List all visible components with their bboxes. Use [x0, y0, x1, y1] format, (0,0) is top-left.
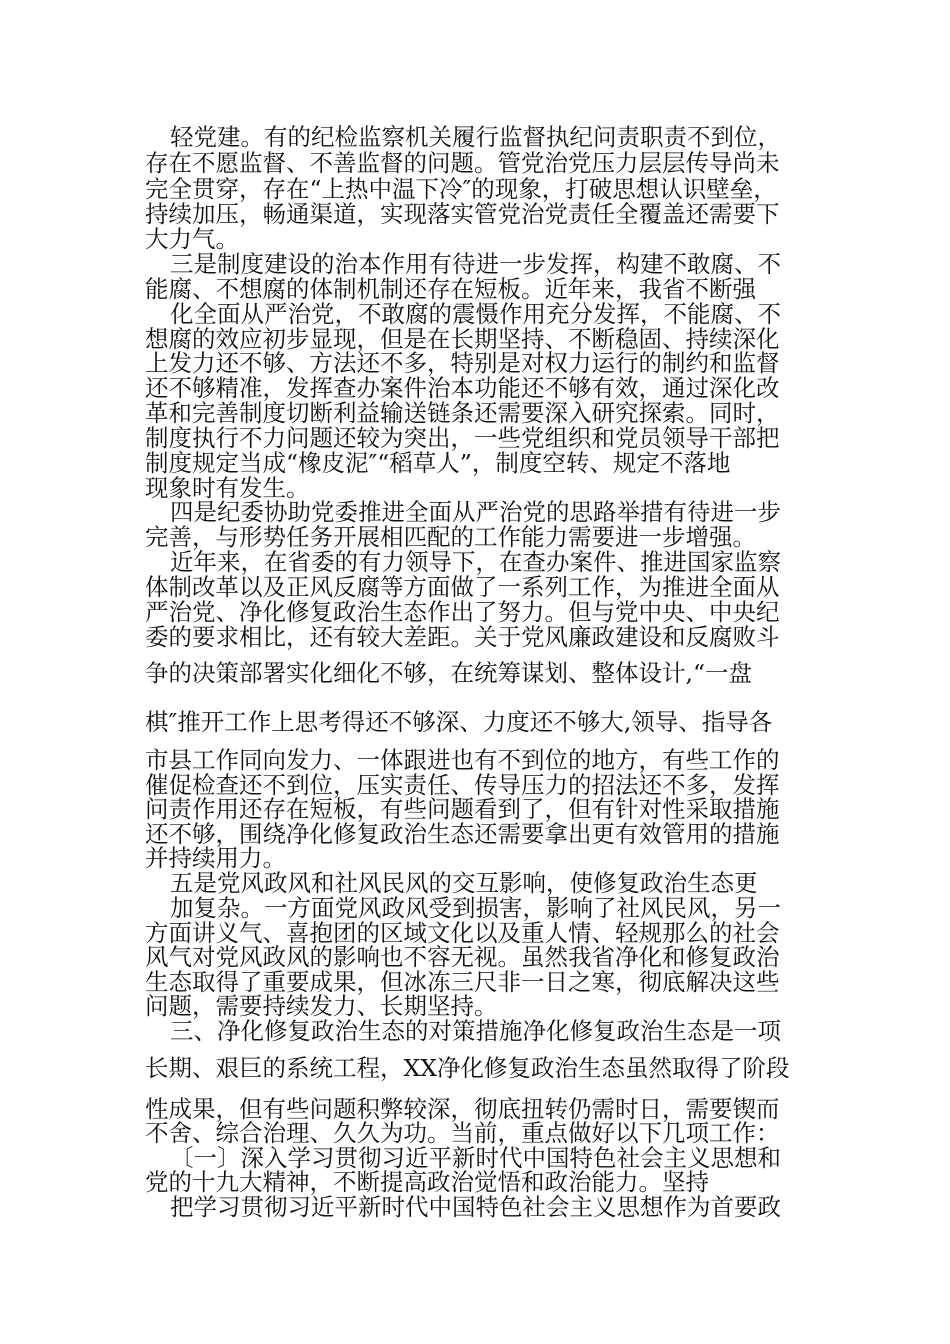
paragraph-line: 并持续用力。: [145, 845, 286, 871]
paragraph-line: 问责作用还存在短板，有些问题看到了，但有针对性采取措施: [145, 796, 780, 822]
paragraph-line: 委的要求相比，还有较大差距。关于党风廉政建设和反腐败斗: [145, 624, 780, 650]
paragraph-line: 争的决策部署实化细化不够，在统筹谋划、整体设计,“一盘: [145, 660, 752, 686]
paragraph-line: 想腐的效应初步显现，但是在长期坚持、不断稳固、持续深化: [145, 326, 780, 352]
paragraph-line: 制度规定当成“橡皮泥″“稻草人”，制度空转、规定不落地: [145, 450, 731, 476]
paragraph-line: 棋″推开工作上思考得还不够深、力度还不够大,领导、指导各: [145, 709, 773, 735]
paragraph-line: 能腐、不想腐的体制机制还存在短板。近年来，我省不断强: [145, 276, 756, 302]
paragraph-line: 〔一〕深入学习贯彻习近平新时代中国特色社会主义思想和: [170, 1145, 781, 1171]
paragraph-line: 问题，需要持续发力、长期坚持。: [145, 993, 498, 1019]
paragraph-line: 近年来，在省委的有力领导下，在查办案件、推进国家监察: [170, 549, 781, 575]
paragraph-line: 还不够，围绕净化修复政治生态还需要拿出更有效管用的措施: [145, 821, 780, 847]
paragraph-line: 大力气。: [145, 226, 239, 252]
paragraph-line: 化全面从严治党，不敢腐的震慑作用充分发挥，不能腐、不: [170, 301, 781, 327]
paragraph-line: 完全贯穿，存在“上热中温下冷″的现象，打破思想认识壁垒，: [145, 176, 777, 202]
paragraph-line: 现象时有发生。: [145, 475, 310, 501]
paragraph-line: 党的十九大精神，不断提高政治觉悟和政治能力。坚持: [145, 1169, 709, 1195]
paragraph-line: 市县工作同向发力、一体跟进也有不到位的地方，有些工作的: [145, 747, 780, 773]
paragraph-line: 性成果，但有些问题积弊较深，彻底扭转仍需时日，需要锲而: [145, 1096, 780, 1122]
paragraph-line: 四是纪委协助党委推进全面从严治党的思路举措有待进一步: [170, 499, 781, 525]
paragraph-line: 持续加压，畅通渠道，实现落实管党治党责任全覆盖还需要下: [145, 201, 780, 227]
paragraph-line: 加复杂。一方面党风政风受到损害，影响了社风民风，另一: [170, 895, 781, 921]
paragraph-line: 不舍、综合治理、久久为功。当前，重点做好以下几项工作：: [145, 1120, 780, 1146]
paragraph-line: 长期、艰巨的系统工程，XX净化修复政治生态虽然取得了阶段: [145, 1055, 790, 1081]
paragraph-line: 轻党建。有的纪检监察机关履行监督执纪问责职责不到位，: [170, 124, 781, 150]
paragraph-line: 把学习贯彻习近平新时代中国特色社会主义思想作为首要政: [170, 1194, 781, 1220]
paragraph-line: 革和完善制度切断利益输送链条还需要深入研究探索。同时，: [145, 400, 780, 426]
paragraph-line: 催促检查还不到位，压实责任、传导压力的招法还不多，发挥: [145, 772, 780, 798]
paragraph-line: 五是党风政风和社风民风的交互影响，使修复政治生态更: [170, 870, 758, 896]
paragraph-line: 三是制度建设的治本作用有待进一步发挥，构建不敢腐、不: [170, 251, 781, 277]
paragraph-line: 生态取得了重要成果，但冰冻三尺非一日之寒，彻底解决这些: [145, 969, 780, 995]
paragraph-line: 严治党、净化修复政治生态作出了努力。但与党中央、中央纪: [145, 599, 780, 625]
paragraph-line: 方面讲义气、喜抱团的区域文化以及重人情、轻规那么的社会: [145, 920, 780, 946]
paragraph-line: 完善，与形势任务开展相匹配的工作能力需要进一步增强。: [145, 524, 756, 550]
paragraph-line: 风气对党风政风的影响也不容无视。虽然我省净化和修复政治: [145, 944, 780, 970]
paragraph-line: 制度执行不力问题还较为突出，一些党组织和党员领导干部把: [145, 425, 780, 451]
paragraph-line: 三、净化修复政治生态的对策措施净化修复政治生态是一项: [170, 1018, 781, 1044]
paragraph-line: 上发力还不够、方法还不多，特别是对权力运行的制约和监督: [145, 350, 780, 376]
paragraph-line: 还不够精准，发挥查办案件治本功能还不够有效，通过深化改: [145, 375, 780, 401]
paragraph-line: 存在不愿监督、不善监督的问题。管党治党压力层层传导尚未: [145, 150, 780, 176]
paragraph-line: 体制改革以及正风反腐等方面做了一系列工作，为推进全面从: [145, 574, 780, 600]
